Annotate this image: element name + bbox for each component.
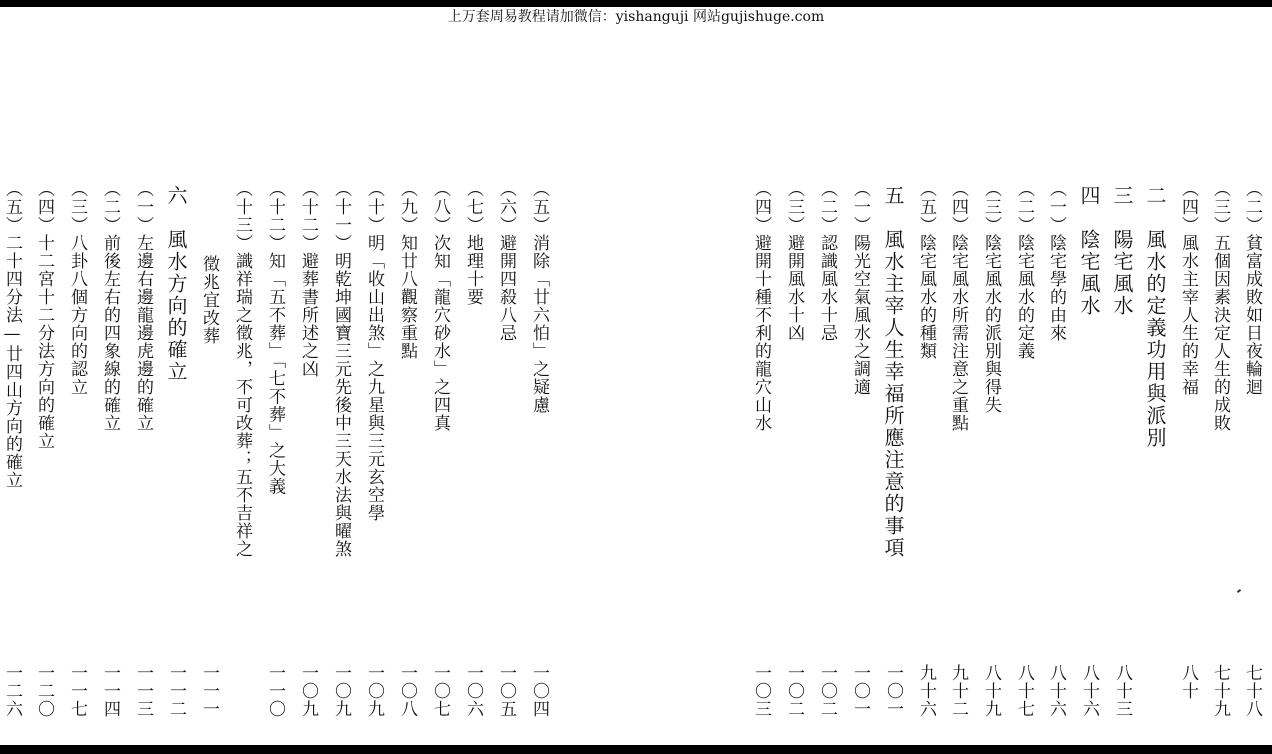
toc-page-number: 七十八 (1242, 664, 1262, 718)
toc-section-heading: 四 陰宅風水 (1077, 185, 1101, 317)
toc-page-number: 一一二 (166, 664, 186, 718)
toc-page-number: 八十六 (1079, 664, 1099, 718)
toc-entry: （十一）明乾坤國寶三元先後中三天水法與曜煞 (331, 180, 351, 558)
toc-entry: （二）貧富成敗如日夜輪迴 (1242, 180, 1262, 396)
toc-page-number: 七十九 (1210, 664, 1230, 718)
toc-section-heading: 五 風水主宰人生幸福所應注意的事項 (881, 185, 905, 559)
toc-page-number: 八十七 (1014, 664, 1034, 718)
toc-page-number: 一〇二 (817, 664, 837, 718)
toc-page-number: 一一三 (133, 664, 153, 718)
toc-page-number: 一〇九 (331, 664, 351, 718)
toc-page-number: 一〇九 (364, 664, 384, 718)
watermark-text: 上万套周易教程请加微信：yishanguji 网站gujishuge.com (447, 9, 825, 25)
toc-page-number: 一〇六 (463, 664, 483, 718)
toc-page-number: 一〇五 (496, 664, 516, 718)
scan-speck (1237, 589, 1241, 593)
toc-entry: （二）陰宅風水的定義 (1014, 180, 1034, 360)
toc-page-number: 九十六 (916, 664, 936, 718)
toc-entry: （七）地理十要 (463, 180, 483, 306)
toc-entry: （一）陽光空氣風水之調適 (850, 180, 870, 396)
toc-entry: （八）次知「龍穴砂水」之四真 (430, 180, 450, 432)
toc-page-number: 一二〇 (34, 664, 54, 718)
toc-page-number: 一〇一 (883, 664, 903, 718)
toc-page-number: 九十二 (948, 664, 968, 718)
toc-entry: （三）八卦八個方向的認立 (67, 180, 87, 396)
toc-entry: （四）避開十種不利的龍穴山水 (751, 180, 771, 432)
toc-entry-continued: 徵兆宜改葬 (199, 255, 219, 345)
toc-page-number: 八十九 (981, 664, 1001, 718)
toc-page-number: 一一〇 (265, 664, 285, 718)
toc-entry: （十）明「收山出煞」之九星與三元玄空學 (364, 180, 384, 522)
toc-page-number: 一〇二 (784, 664, 804, 718)
toc-entry: （十二）避葬書所述之凶 (298, 180, 318, 378)
toc-section-heading: 六 風水方向的確立 (164, 185, 188, 383)
toc-page-number: 一〇四 (529, 664, 549, 718)
toc-entry: （四）陰宅風水所需注意之重點 (948, 180, 968, 432)
toc-entry: （一）陰宅學的由來 (1046, 180, 1066, 342)
toc-entry: （三）避開風水十凶 (784, 180, 804, 342)
bottom-scan-border (0, 745, 1272, 754)
toc-entry: （四）十二宮十二分法方向的確立 (34, 180, 54, 450)
toc-entry: （二）前後左右的四象線的確立 (100, 180, 120, 432)
toc-page-number: 一〇九 (298, 664, 318, 718)
top-scan-border (0, 0, 1272, 7)
toc-entry: （十三）識祥瑞之徵兆，不可改葬；五不吉祥之 (232, 180, 252, 558)
toc-page-number: 一一四 (100, 664, 120, 718)
toc-page-number: 一一一 (199, 664, 219, 718)
toc-section-heading: 三 陽宅風水 (1110, 185, 1134, 317)
toc-entry: （九）知廿八觀察重點 (397, 180, 417, 360)
toc-entry: （四）風水主宰人生的幸福 (1178, 180, 1198, 396)
toc-entry: （十二）知「五不葬」「七不葬」之大義 (265, 180, 285, 496)
toc-section-heading: 二 風水的定義功用與派別 (1143, 185, 1167, 449)
toc-page-number: 八十六 (1046, 664, 1066, 718)
toc-entry: （三）陰宅風水的派別與得失 (981, 180, 1001, 414)
toc-page-number: 一〇一 (850, 664, 870, 718)
toc-entry: （一）左邊右邊龍邊虎邊的確立 (133, 180, 153, 432)
toc-entry: （五）陰宅風水的種類 (916, 180, 936, 360)
toc-entry: （二）認識風水十忌 (817, 180, 837, 342)
toc-entry: （五）二十四分法—廿四山方向的確立 (2, 180, 22, 489)
toc-page-number: 一一七 (67, 664, 87, 718)
toc-entry: （六）避開四殺八忌 (496, 180, 516, 342)
toc-page-number: 一二六 (2, 664, 22, 718)
toc-page-number: 一〇三 (751, 664, 771, 718)
toc-page-number: 一〇七 (430, 664, 450, 718)
toc-page-number: 八十三 (1112, 664, 1132, 718)
toc-page-number: 一〇八 (397, 664, 417, 718)
toc-page-number: 八十 (1178, 664, 1198, 700)
toc-entry: （五）消除「廿六怕」之疑慮 (529, 180, 549, 414)
toc-entry: （三）五個因素決定人生的成敗 (1210, 180, 1230, 432)
